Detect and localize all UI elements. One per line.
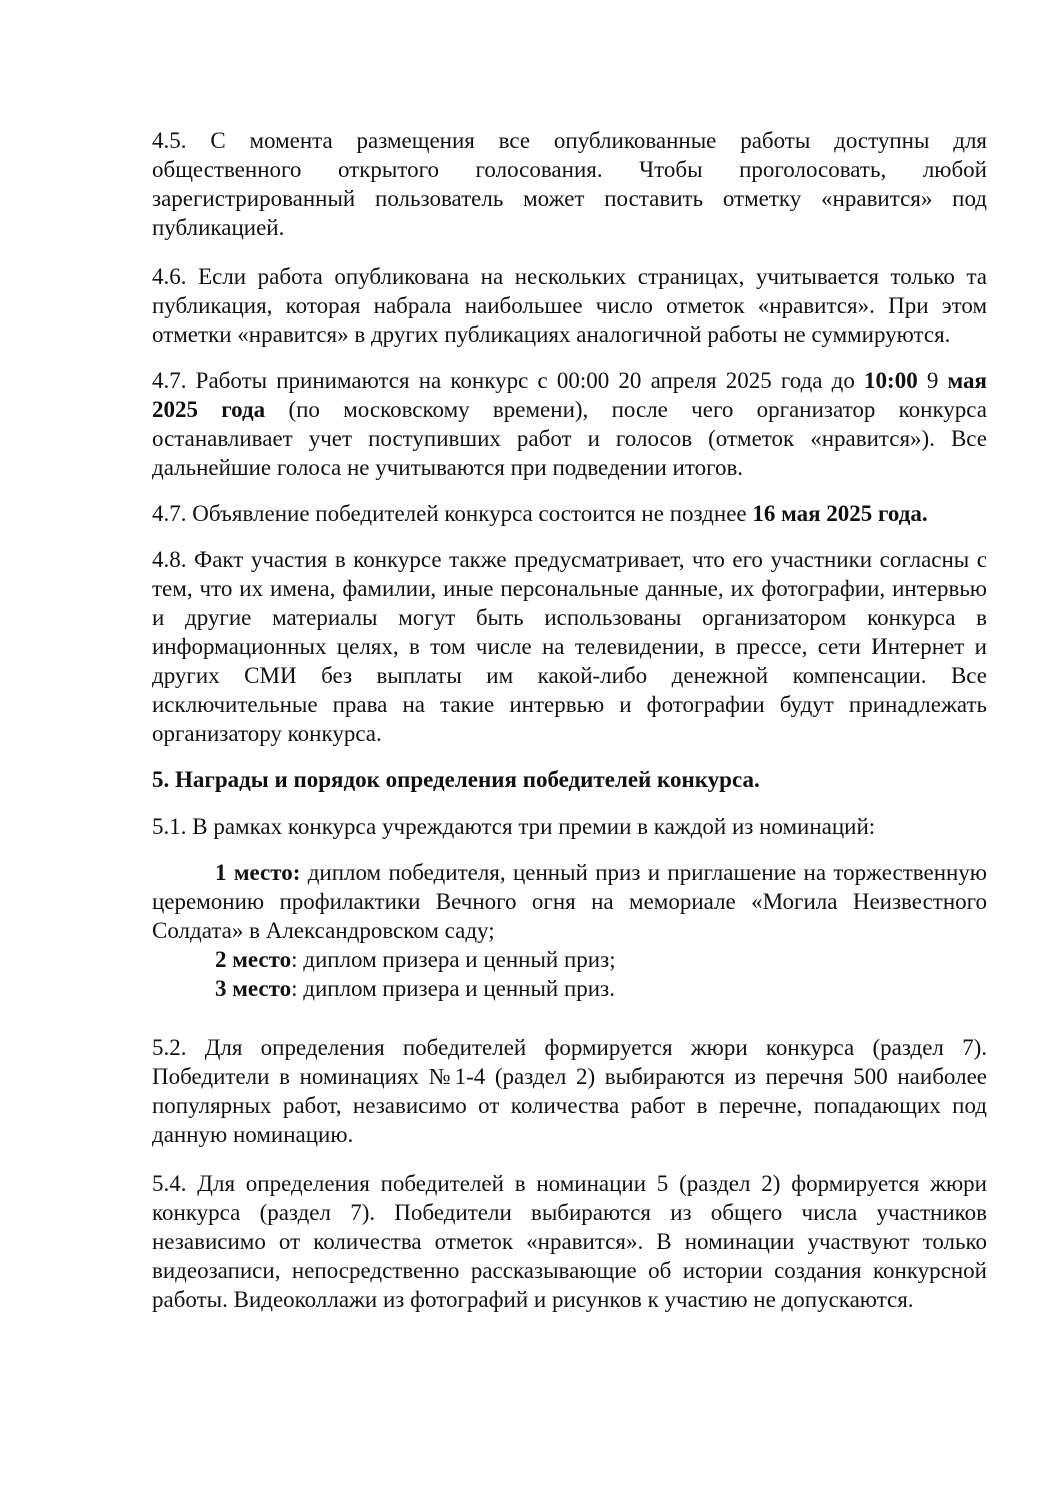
paragraph-4-7-text: 9 [917,368,948,393]
document-page [152,126,987,1331]
announcement-date: 16 мая 2025 года. [752,501,928,526]
award-second-place [152,945,987,974]
award-third-place [152,974,987,1003]
award-place: 2 место [215,947,292,972]
paragraph-4-7 [152,366,987,482]
paragraph-5-1: 5.1. В рамках конкурса учреждаются три премии в каждой из номинаций: [152,814,876,839]
award-first-place [152,858,987,945]
section-5-heading: 5. Награды и порядок определения победителей конкурса. [152,767,760,792]
paragraph-4-7-text: 4.7. Работы принимаются на конкурс с 00:00 20 апреля 2025 года до [152,368,865,393]
award-description: : диплом призера и ценный приз. [291,976,615,1001]
paragraph-5-4: 5.4. Для определения победителей в номинации 5 (раздел 2) формируется жюри конкурса (раздел 7). Победители выбираются из общего числа участников независимо от количества отметок «нравится». В номинации участвуют только видеозаписи, непосредственно рассказывающие об истории создания конкурсной работы. Видеоколлажи из фотографий и рисунков к участию не допускаются. [152,1171,987,1312]
paragraph-5-2: 5.2. Для определения победителей формируется жюри конкурса (раздел 7). Победители в номинациях №1-4 (раздел 2) выбираются из перечня 500 наиболее популярных работ, независимо от количества работ в перечне, попадающих под данную номинацию. [152,1035,987,1147]
paragraph-4-7-announcement [152,499,987,528]
paragraph-4-8: 4.8. Факт участия в конкурсе также предусматривает, что его участники согласны с тем, что их имена, фамилии, иные персональные данные, их фотографии, интервью и другие материалы могут быть использованы организатором конкурса в информационных целях, в том числе на телевидении, в прессе, сети Интернет и других СМИ без выплаты им какой-либо денежной компенсации. Все исключительные права на такие интервью и фотографии будут принадлежать организатору конкурса. [152,547,987,746]
deadline-date: мая 2025 года [152,368,987,422]
announcement-text: 4.7. Объявление победителей конкурса состоится не позднее [152,501,753,526]
award-description: : диплом призера и ценный приз; [291,947,616,972]
paragraph-4-5: 4.5. С момента размещения все опубликованные работы доступны для общественного открытого голосования. Чтобы проголосовать, любой зарегистрированный пользователь может поставить отметку «нравится» под публикацией. [152,128,987,240]
paragraph-4-7-text: (по московскому времени), после чего организатор конкурса останавливает учет поступивших работ и голосов (отметок «нравится»). Все дальнейшие голоса не учитываются при подведении итогов. [152,397,987,480]
award-place: 1 место: [215,860,301,885]
deadline-time: 10:00 [864,368,918,393]
paragraph-4-6: 4.6. Если работа опубликована на нескольких страницах, учитывается только та публикация, которая набрала наибольшее число отметок «нравится». При этом отметки «нравится» в других публикациях аналогичной работы не суммируются. [152,264,987,347]
awards-list [152,858,987,1003]
award-description: диплом победителя, ценный приз и приглашение на торжественную церемонию профилактики Вечного огня на мемориале «Могила Неизвестного Солдата» в Александровском саду; [152,860,987,943]
award-place: 3 место [215,976,292,1001]
